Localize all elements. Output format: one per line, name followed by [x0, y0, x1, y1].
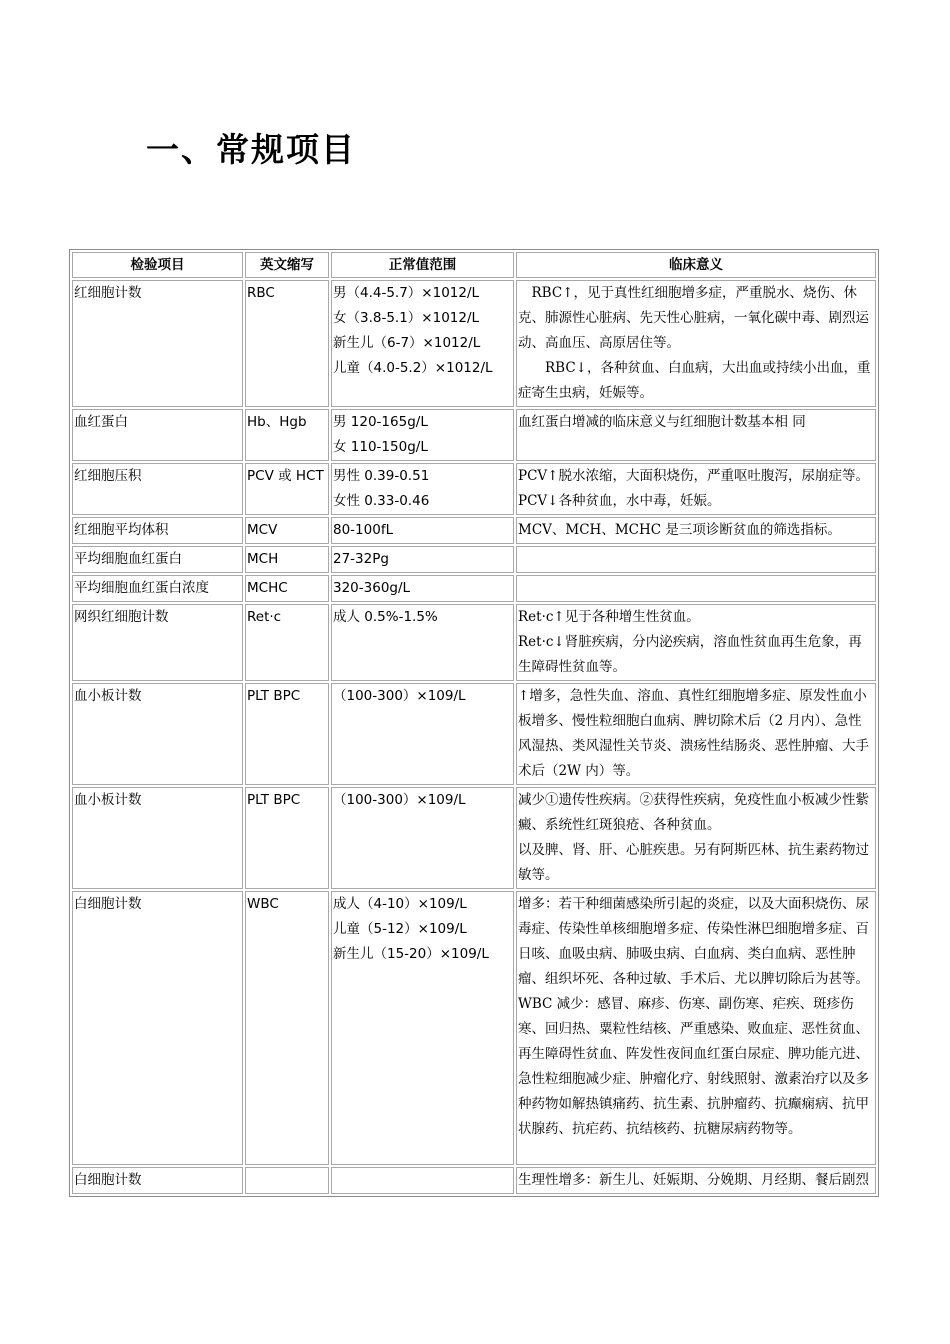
- cell-abbreviation: RBC: [245, 280, 329, 407]
- cell-clinical-meaning: [516, 517, 876, 544]
- header-clinical-meaning: 临床意义: [516, 252, 876, 278]
- meaning-paragraph: WBC 减少：感冒、麻疹、伤寒、副伤寒、疟疾、斑疹伤寒、回归热、粟粒性结核、严重感染、败血症、恶性贫血、再生障碍性贫血、阵发性夜间血红蛋白尿症、脾功能亢进、急性粒细胞减少症、肿瘤化疗、射线照射、激素治疗以及多种药物如解热镇痛药、抗生素、抗肿瘤药、抗癫痫病、抗甲状腺药、抗疟药、抗结核药、抗糖尿病药物等。: [518, 996, 869, 1137]
- cell-clinical-meaning: [516, 575, 876, 602]
- range-line: （100-300）×109/L: [333, 792, 466, 808]
- cell-clinical-meaning: [516, 463, 876, 515]
- cell-normal-range: [331, 683, 514, 785]
- cell-normal-range: [331, 409, 514, 461]
- cell-abbreviation: MCHC: [245, 575, 329, 602]
- meaning-paragraph: 增多：若干种细菌感染所引起的炎症，以及大面积烧伤、尿毒症、传染性单核细胞增多症、传染性淋巴细胞增多症、百日咳、血吸虫病、肺吸虫病、白血病、类白血病、恶性肿瘤、组织坏死、各种过敏、手术后、尤以脾切除后为甚等。: [518, 896, 869, 987]
- cell-normal-range: [331, 280, 514, 407]
- cell-test-item: 血小板计数: [72, 683, 243, 785]
- table-row: [72, 604, 876, 681]
- page-title: 一、常规项目: [146, 130, 356, 169]
- cell-test-item: 白细胞计数: [72, 891, 243, 1165]
- table-row: [72, 683, 876, 785]
- cell-test-item: 白细胞计数: [72, 1167, 243, 1194]
- cell-normal-range: [331, 604, 514, 681]
- meaning-paragraph: RBC↓，各种贫血、白血病，大出血或持续小出血，重症寄生虫病，妊娠等。: [518, 360, 871, 401]
- cell-normal-range: [331, 891, 514, 1165]
- cell-clinical-meaning: [516, 604, 876, 681]
- cell-normal-range: [331, 575, 514, 602]
- range-line: 女（3.8-5.1）×1012/L: [333, 310, 480, 326]
- header-test-item: 检验项目: [72, 252, 243, 278]
- cell-abbreviation: WBC: [245, 891, 329, 1165]
- range-line: 儿童（4.0-5.2）×1012/L: [333, 360, 493, 376]
- meaning-paragraph: PCV↓各种贫血，水中毒，妊娠。: [518, 493, 721, 509]
- range-line: 男性 0.39-0.51: [333, 468, 430, 484]
- range-line: （100-300）×109/L: [333, 688, 466, 704]
- cell-test-item: 平均细胞血红蛋白: [72, 546, 243, 573]
- cell-normal-range: [331, 517, 514, 544]
- cell-abbreviation: Ret·c: [245, 604, 329, 681]
- lab-reference-table-wrapper: [69, 249, 879, 1197]
- cell-abbreviation: PLT BPC: [245, 683, 329, 785]
- cell-abbreviation: PCV 或 HCT: [245, 463, 329, 515]
- cell-abbreviation: [245, 1167, 329, 1194]
- cell-abbreviation: MCV: [245, 517, 329, 544]
- cell-clinical-meaning: [516, 891, 876, 1165]
- range-line: 儿童（5-12）×109/L: [333, 921, 467, 937]
- meaning-paragraph: 减少①遗传性疾病。②获得性疾病，免疫性血小板减少性紫癜、系统性红斑狼疮、各种贫血。: [518, 792, 869, 833]
- cell-normal-range: [331, 463, 514, 515]
- cell-clinical-meaning: [516, 787, 876, 889]
- table-row: [72, 409, 876, 461]
- range-line: 男 120-165g/L: [333, 414, 428, 430]
- meaning-paragraph: 生理性增多：新生儿、妊娠期、分娩期、月经期、餐后剧烈: [518, 1172, 869, 1188]
- range-line: 新生儿（15-20）×109/L: [333, 946, 489, 962]
- range-line: 320-360g/L: [333, 580, 411, 596]
- table-header-row: [72, 252, 876, 278]
- range-line: 女 110-150g/L: [333, 439, 428, 455]
- meaning-paragraph: RBC↑，见于真性红细胞增多症，严重脱水、烧伤、休克、肺源性心脏病、先天性心脏病，一氧化碳中毒、剧烈运动、高血压、高原居住等。: [518, 285, 869, 351]
- cell-normal-range: [331, 787, 514, 889]
- table-row: [72, 517, 876, 544]
- cell-abbreviation: MCH: [245, 546, 329, 573]
- cell-abbreviation: Hb、Hgb: [245, 409, 329, 461]
- range-line: 新生儿（6-7）×1012/L: [333, 335, 481, 351]
- table-row: [72, 1167, 876, 1194]
- cell-normal-range: [331, 1167, 514, 1194]
- range-line: 27-32Pg: [333, 551, 389, 567]
- table-row: [72, 463, 876, 515]
- table-row: [72, 546, 876, 573]
- cell-clinical-meaning: [516, 280, 876, 407]
- cell-test-item: 红细胞压积: [72, 463, 243, 515]
- cell-test-item: 平均细胞血红蛋白浓度: [72, 575, 243, 602]
- cell-clinical-meaning: [516, 1167, 876, 1194]
- cell-test-item: 红细胞计数: [72, 280, 243, 407]
- cell-test-item: 红细胞平均体积: [72, 517, 243, 544]
- range-line: 成人 0.5%-1.5%: [333, 609, 438, 625]
- meaning-paragraph: 血红蛋白增减的临床意义与红细胞计数基本相 同: [518, 414, 806, 430]
- table-row: [72, 787, 876, 889]
- range-line: 男（4.4-5.7）×1012/L: [333, 285, 480, 301]
- lab-reference-table: [69, 249, 879, 1197]
- cell-abbreviation: PLT BPC: [245, 787, 329, 889]
- cell-normal-range: [331, 546, 514, 573]
- cell-clinical-meaning: [516, 546, 876, 573]
- cell-test-item: 血红蛋白: [72, 409, 243, 461]
- header-abbreviation: 英文缩写: [245, 252, 329, 278]
- meaning-paragraph: PCV↑脱水浓缩，大面积烧伤，严重呕吐腹泻，尿崩症等。: [518, 468, 869, 484]
- table-row: [72, 891, 876, 1165]
- meaning-paragraph: Ret·c↑见于各种增生性贫血。: [518, 609, 700, 625]
- table-row: [72, 280, 876, 407]
- table-body: [72, 280, 876, 1194]
- range-line: 80-100fL: [333, 522, 394, 538]
- cell-clinical-meaning: [516, 409, 876, 461]
- cell-test-item: 血小板计数: [72, 787, 243, 889]
- meaning-paragraph: 以及脾、肾、肝、心脏疾患。另有阿斯匹林、抗生素药物过敏等。: [518, 842, 869, 883]
- meaning-paragraph: ↑增多，急性失血、溶血、真性红细胞增多症、原发性血小板增多、慢性粒细胞白血病、脾切除术后（2 月内）、急性风湿热、类风湿性关节炎、溃疡性结肠炎、恶性肿瘤、大手术后（2W 内）等。: [518, 688, 869, 779]
- range-line: 女性 0.33-0.46: [333, 493, 430, 509]
- range-line: 成人（4-10）×109/L: [333, 896, 467, 912]
- table-row: [72, 575, 876, 602]
- cell-test-item: 网织红细胞计数: [72, 604, 243, 681]
- cell-clinical-meaning: [516, 683, 876, 785]
- meaning-paragraph: MCV、MCH、MCHC 是三项诊断贫血的筛选指标。: [518, 522, 841, 538]
- meaning-paragraph: Ret·c↓肾脏疾病，分内泌疾病，溶血性贫血再生危象，再生障碍性贫血等。: [518, 634, 862, 675]
- header-normal-range: 正常值范围: [331, 252, 514, 278]
